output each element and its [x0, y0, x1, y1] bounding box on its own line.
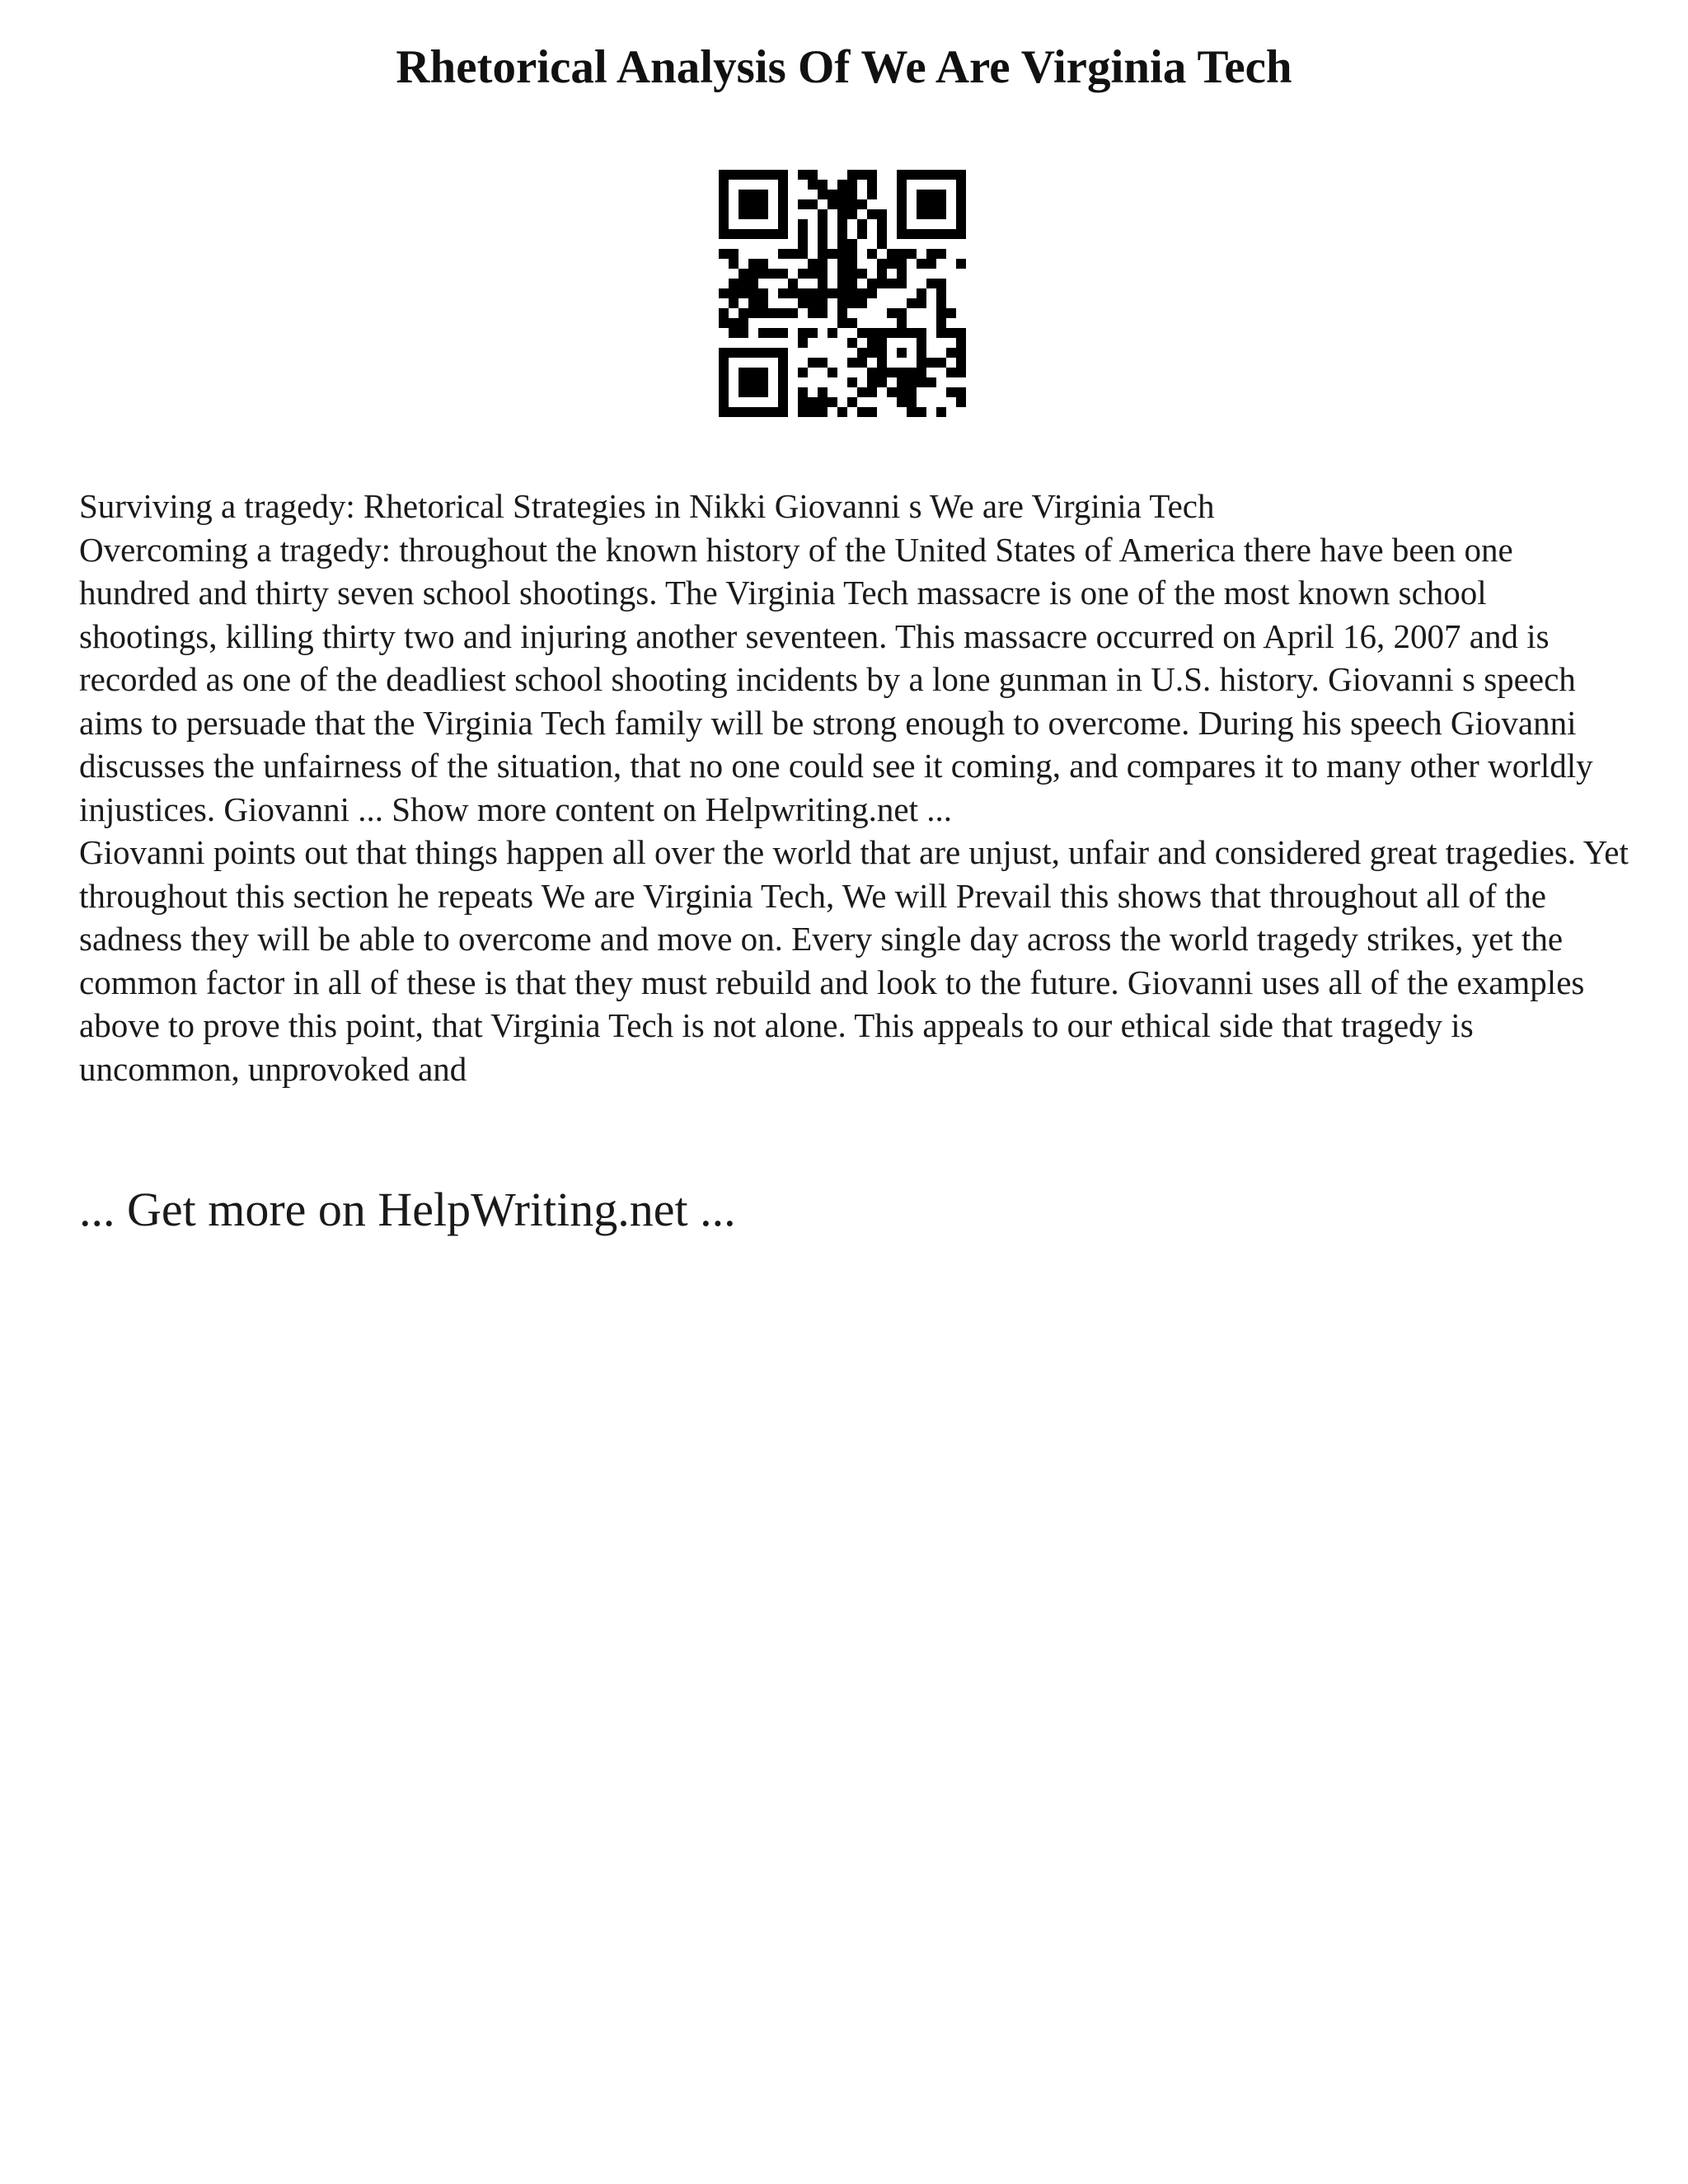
- paragraph-intro: Overcoming a tragedy: throughout the known history of the United States of America there have been one hundred and thirty seven school shootings. The Virginia Tech massacre is one of the most known school shootings, killing thirty two and injuring another seventeen. This massacre occurred on April 16, 2007 and is recorded as one of the deadliest school shooting incidents by a lone gunman in U.S. history. Giovanni s speech aims to persuade that the Virginia Tech family will be strong enough to overcome. During his speech Giovanni discusses the unfairness of the situation, that no one could see it coming, and compares it to many other worldly injustices. Giovanni ... Show more content on Helpwriting.net ...: [79, 530, 1593, 828]
- paragraph-subtitle: Surviving a tragedy: Rhetorical Strategies in Nikki Giovanni s We are Virginia Tech: [79, 487, 1215, 525]
- get-more-link[interactable]: ... Get more on HelpWriting.net ...: [79, 1183, 736, 1236]
- qr-code-icon: [719, 170, 966, 417]
- page-title: Rhetorical Analysis Of We Are Virginia Tech: [396, 41, 1292, 93]
- paragraph-analysis: Giovanni points out that things happen all over the world that are unjust, unfair and considered great tragedies. Yet throughout this section he repeats We are Virginia Tech, We will Prevail this shows that throughout all of the sadness they will be able to overcome and move on. Every single day across the world tragedy strikes, yet the common factor in all of these is that they must rebuild and look to the future. Giovanni uses all of the examples above to prove this point, that Virginia Tech is not alone. This appeals to our ethical side that tragedy is uncommon, unprovoked and: [79, 833, 1629, 1088]
- document-body: [79, 485, 1629, 1090]
